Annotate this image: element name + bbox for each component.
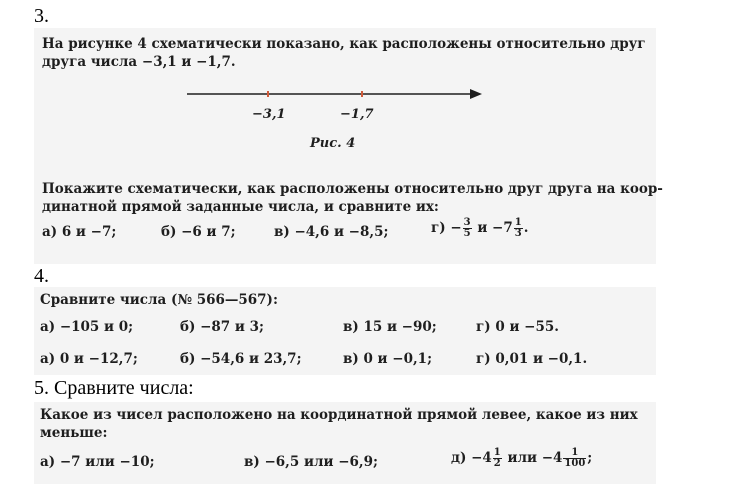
task5-line2: меньше:	[40, 425, 108, 441]
fraction-3-5	[463, 218, 472, 239]
fraction-denominator: 3	[514, 228, 522, 239]
item-d-prefix: д) −4	[451, 450, 492, 466]
figure-caption: Рис. 4	[310, 136, 356, 151]
task5-panel	[34, 402, 656, 484]
fraction-1-100	[563, 448, 586, 469]
axis-label-minus-3-1: −3,1	[252, 107, 286, 122]
fraction-numerator: 3	[463, 217, 471, 228]
item-g-prefix: г) −	[431, 220, 462, 236]
arrow-head-icon	[470, 89, 482, 99]
task5-line1: Какое из чисел расположено на координатной прямой левее, какое из них	[40, 407, 638, 423]
task3-intro-line2: друга числа −3,1 и −1,7.	[42, 54, 236, 70]
task4-row2-v: в) 0 и −0,1;	[343, 351, 433, 367]
task4-heading: Сравните числа (№ 566—567):	[40, 292, 278, 308]
task4-row2-b: б) −54,6 и 23,7;	[180, 351, 302, 367]
task3-panel	[34, 28, 663, 264]
task3-item-a: а) 6 и −7;	[42, 224, 117, 240]
task4-row1-v: в) 15 и −90;	[343, 319, 437, 335]
task5-item-a: а) −7 или −10;	[40, 454, 155, 470]
task5-title: 5. Сравните числа:	[34, 377, 194, 399]
task3-item-b: б) −6 и 7;	[161, 224, 236, 240]
task5-item-d	[451, 448, 592, 469]
axis-label-minus-1-7: −1,7	[340, 107, 374, 122]
task4-panel	[34, 287, 656, 375]
fraction-1-2	[493, 448, 502, 469]
task4-row1-b: б) −87 и 3;	[180, 319, 264, 335]
task3-item-g	[431, 218, 528, 239]
task5-item-v: в) −6,5 или −6,9;	[244, 454, 378, 470]
fraction-numerator: 1	[514, 217, 522, 228]
number-line	[184, 86, 484, 102]
fraction-denominator: 100	[564, 458, 586, 469]
task4-row2-a: а) 0 и −12,7;	[40, 351, 138, 367]
task4-row1-g: г) 0 и −55.	[476, 319, 559, 335]
task4-row2-g: г) 0,01 и −0,1.	[476, 351, 588, 367]
task3-prompt-line1: Покажите схематически, как расположены относительно друг друга на коор-	[42, 181, 663, 197]
item-g-mid: и −7	[472, 220, 513, 236]
task4-number: 4.	[34, 265, 49, 287]
task3-number: 3.	[34, 5, 49, 27]
task3-intro-line1: На рисунке 4 схематически показано, как расположены относительно друг	[42, 36, 646, 52]
item-d-suffix: ;	[587, 450, 593, 466]
fraction-denominator: 2	[493, 458, 501, 469]
fraction-numerator: 1	[563, 448, 586, 459]
fraction-1-3	[514, 218, 523, 239]
item-d-mid: или −4	[502, 450, 563, 466]
task3-item-v: в) −4,6 и −8,5;	[274, 224, 389, 240]
task4-row1-a: а) −105 и 0;	[40, 319, 134, 335]
task3-prompt-line2: динатной прямой заданные числа, и сравните их:	[42, 199, 439, 215]
item-g-suffix: .	[523, 220, 529, 236]
fraction-denominator: 5	[463, 228, 471, 239]
fraction-numerator: 1	[493, 447, 501, 458]
